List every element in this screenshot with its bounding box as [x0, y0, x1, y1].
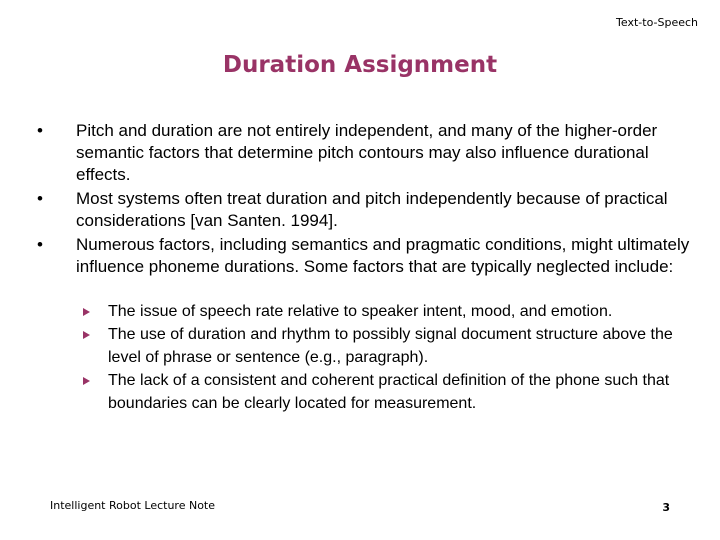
sub-bullet-item [76, 323, 690, 369]
sub-bullet-text: The issue of speech rate relative to speaker intent, mood, and emotion. [108, 303, 613, 320]
sub-bullet-item [76, 369, 690, 415]
page-number: 3 [662, 501, 670, 514]
footer-note: Intelligent Robot Lecture Note [50, 499, 216, 512]
bullet-dot-icon: • [37, 189, 43, 208]
triangle-right-icon [83, 331, 90, 339]
bullet-item [30, 234, 690, 278]
header-label: Text-to-Speech [616, 16, 698, 29]
sub-bullet-list [76, 300, 690, 415]
bullet-text: Most systems often treat duration and pitch independently because of practical considerations [van Santen. 1994]. [76, 189, 668, 230]
triangle-right-icon [83, 377, 90, 385]
bullet-dot-icon: • [37, 235, 43, 254]
slide-content [30, 120, 690, 415]
triangle-right-icon [83, 308, 90, 316]
sub-bullet-item [76, 300, 690, 323]
bullet-text: Pitch and duration are not entirely independent, and many of the higher-order semantic factors that determine pitch contours may also influence durational effects. [76, 121, 658, 184]
bullet-dot-icon: • [37, 121, 43, 140]
sub-bullet-text: The lack of a consistent and coherent practical definition of the phone such that boundaries can be clearly located for measurement. [108, 372, 670, 412]
bullet-item [30, 120, 690, 186]
slide-title: Duration Assignment [222, 52, 498, 78]
sub-bullet-text: The use of duration and rhythm to possibly signal document structure above the level of phrase or sentence (e.g., paragraph). [108, 326, 673, 366]
bullet-item [30, 188, 690, 232]
bullet-text: Numerous factors, including semantics and pragmatic conditions, might ultimately influence phoneme durations. Some factors that are typically neglected include: [76, 235, 690, 276]
